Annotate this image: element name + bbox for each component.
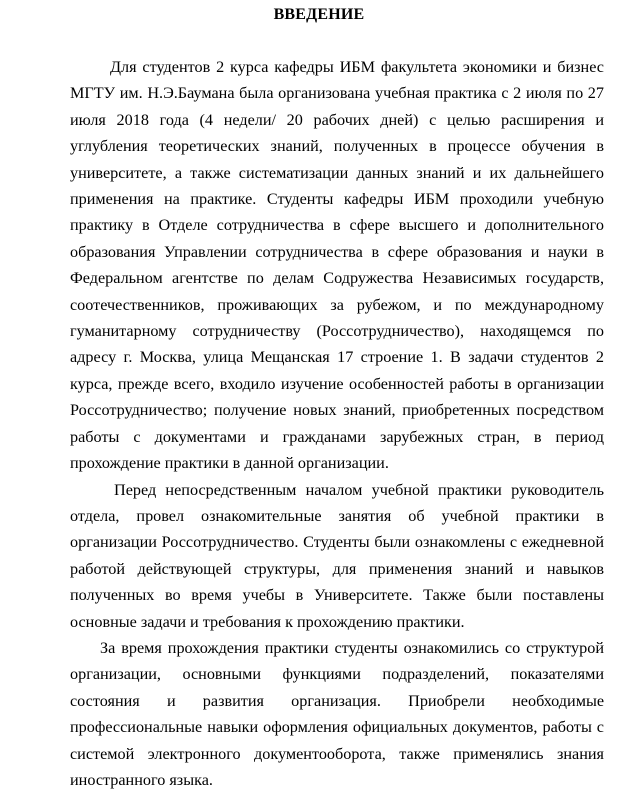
paragraph-intro: Для студентов 2 курса кафедры ИБМ факультета экономики и бизнес МГТУ им. Н.Э.Баумана была организована учебная практика с 2 июля по 27 июля 2018 года (4 недели/ 20 рабочих дней) с целью расширения и углубления теоретических знаний, полученных в процессе обучения в университете, а также систематизации данных знаний и их дальнейшего применения на практике. Студенты кафедры ИБМ проходили учебную практику в Отделе сотрудничества в сфере высшего и дополнительного образования Управлении сотрудничества в сфере образования и науки в Федеральном агентстве по делам Содружества Независимых государств, соотечественников, проживающих за рубежом, и по международному гуманитарному сотрудничеству (Россотрудничество), находящемся по адресу г. Москва, улица Мещанская 17 строение 1. В задачи студентов 2 курса, прежде всего, входило изучение особенностей работы в организации Россотрудничество; получение новых знаний, приобретенных посредством работы с документами и гражданами зарубежных стран, в период прохождение практики в данной организации. bbox=[70, 58, 604, 473]
document-body bbox=[70, 54, 604, 793]
paragraph-preparation: Перед непосредственным началом учебной практики руководитель отдела, провел ознакомительные занятия об учебной практики в организации Россотрудничество. Студенты были ознакомлены с ежедневной работой действующей структуры, для применения знаний и навыков полученных во время учебы в Университете. Также были поставлены основные задачи и требования к прохождению практики. bbox=[70, 480, 604, 631]
paragraph-results: За время прохождения практики студенты ознакомились со структурой организации, основными функциями подразделений, показателями состояния и развития организация. Приобрели необходимые профессиональные навыки оформления официальных документов, работы с системой электронного документооборота, также применялись знания иностранного языка. bbox=[70, 638, 604, 789]
page-title: ВВЕДЕНИЕ bbox=[273, 6, 365, 23]
